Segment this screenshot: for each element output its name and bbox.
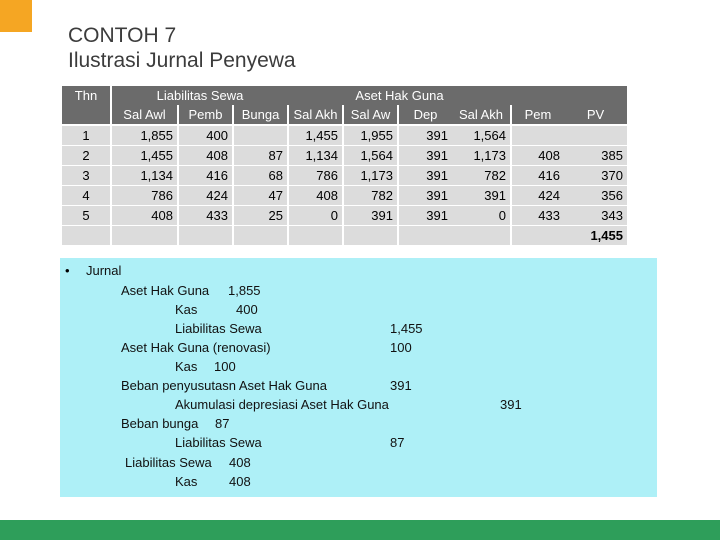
header-group-aset: Aset Hak Guna (355, 88, 444, 103)
bottom-bar (0, 520, 720, 540)
journal-entry-amount: 391 (390, 378, 412, 393)
lease-schedule-table-wrap (62, 86, 627, 246)
header-group-liabilitas: Liabilitas Sewa (156, 88, 244, 103)
header-sal-akh: Sal Akh (288, 105, 343, 125)
journal-entry-amount: 400 (236, 302, 258, 317)
table-row: 3 1,134 416 68 786 1,173 391 782 416 370 (62, 166, 627, 186)
journal-entry-account: Liabilitas Sewa (175, 321, 262, 336)
journal-entry-account: Liabilitas Sewa (175, 435, 262, 450)
header-pemb: Pemb (178, 105, 233, 125)
journal-entry-amount: 87 (390, 435, 405, 450)
header-sal-akh-2: Sal Akh (452, 105, 511, 125)
journal-box (60, 258, 657, 497)
accent-square (0, 0, 32, 32)
journal-entry-amount: 1,455 (390, 321, 423, 336)
journal-entry-amount: 408 (229, 474, 251, 489)
header-thn: Thn (62, 86, 111, 105)
journal-entry-account: Beban bunga (121, 416, 199, 431)
table-total-row (62, 226, 627, 246)
journal-entry-amount: 87 (215, 416, 230, 431)
journal-entry-account: Akumulasi depresiasi Aset Hak Guna (175, 397, 389, 412)
journal-entry-account: Liabilitas Sewa (125, 455, 212, 470)
bullet-icon: • (65, 263, 70, 278)
table-row: 2 1,455 408 87 1,134 1,564 391 1,173 408 385 (62, 146, 627, 166)
journal-entry-amount: 1,855 (228, 283, 261, 298)
lease-schedule-table (62, 86, 627, 246)
journal-entry-amount: 100 (390, 340, 412, 355)
header-dep: Dep (398, 105, 452, 125)
header-bunga: Bunga (233, 105, 288, 125)
journal-entry-amount: 391 (500, 397, 522, 412)
table-row: 4 786 424 47 408 782 391 391 424 356 (62, 186, 627, 206)
journal-entry-amount: 408 (229, 455, 251, 470)
header-pem: Pem (511, 105, 564, 125)
table-row: 5 408 433 25 0 391 391 0 433 343 (62, 206, 627, 226)
journal-entry-account: Kas (175, 474, 198, 489)
table-row: 1 1,855 400 1,455 1,955 391 1,564 (62, 125, 627, 146)
page-title: CONTOH 7 (68, 24, 177, 47)
journal-entry-amount: 100 (214, 359, 236, 374)
journal-entry-account: Beban penyusutasn Aset Hak Guna (121, 378, 327, 393)
journal-entry-account: Aset Hak Guna (renovasi) (121, 340, 271, 355)
header-pv: PV (564, 105, 627, 125)
journal-heading: Jurnal (86, 263, 122, 278)
header-sal-awl: Sal Awl (111, 105, 178, 125)
journal-entry-account: Kas (175, 359, 198, 374)
journal-entry-account: Aset Hak Guna (121, 283, 210, 298)
journal-entry-account: Kas (175, 302, 198, 317)
header-sal-aw: Sal Aw (343, 105, 398, 125)
page-subtitle: Ilustrasi Jurnal Penyewa (68, 49, 296, 72)
total-pv: 1,455 (564, 226, 627, 246)
